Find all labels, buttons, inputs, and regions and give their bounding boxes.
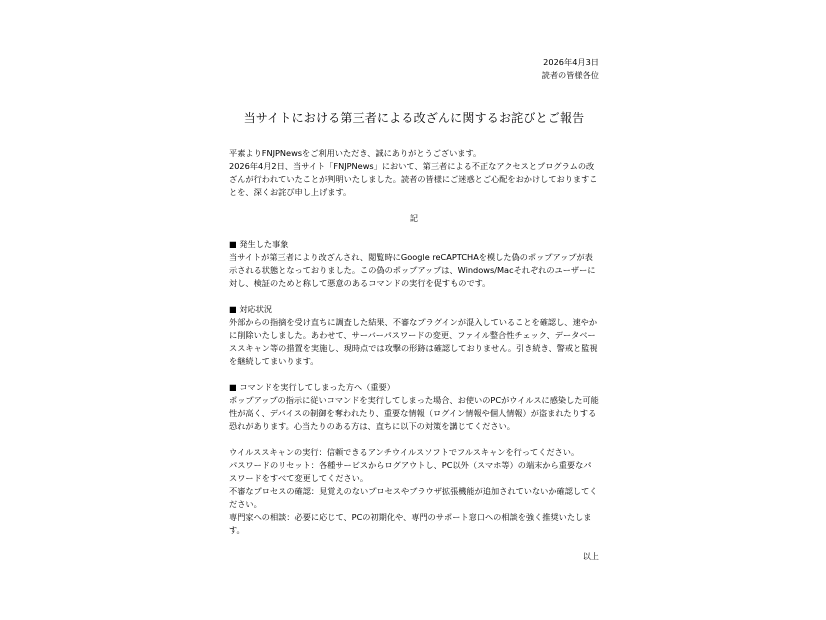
intro-paragraph-2: 2026年4月2日、当サイト「FNJPNews」において、第三者による不正なアクセスとプログラムの改ざんが行われていたことが判明いたしました。読者の皆様にご迷惑とご心配をおかけしておりますことを、深くお詫び申し上げます。 <box>229 161 598 197</box>
action-item-process-check: 不審なプロセスの確認：見覚えのないプロセスやブラウザ拡張機能が追加されていないか確認してください。 <box>229 486 598 509</box>
action-item-expert-consult: 専門家への相談：必要に応じて、PCの初期化や、専門のサポート窓口への相談を強く推奨いたします。 <box>229 512 592 535</box>
document-title: 当サイトにおける第三者による改ざんに関するお詫びとご報告 <box>243 111 585 125</box>
ki-marker: 記 <box>409 213 419 223</box>
section-heading-important: ■ コマンドを実行してしまった方へ（重要） <box>229 381 599 394</box>
section-body-incident: 当サイトが第三者により改ざんされ、閲覧時にGoogle reCAPTCHAを模した偽のポップアップが表示される状態となっておりました。この偽のポップアップは、Windows/Macそれぞれのユーザーに対し、検証のためと称して悪意のあるコマンドの実行を促すものです。 <box>229 252 596 288</box>
document-recipient: 読者の皆様各位 <box>541 70 599 80</box>
closing-mark: 以上 <box>582 551 599 561</box>
section-heading-incident: ■ 発生した事象 <box>229 238 599 251</box>
document-page <box>229 56 599 563</box>
action-item-virus-scan: ウイルススキャンの実行：信頼できるアンチウイルスソフトでフルスキャンを行ってください。 <box>229 447 580 457</box>
action-item-password-reset: パスワードのリセット：各種サービスからログアウトし、PC以外（スマホ等）の端末から重要なパスワードをすべて変更してください。 <box>229 460 592 483</box>
section-heading-response: ■ 対応状況 <box>229 303 599 316</box>
document-date: 2026年4月3日 <box>543 57 599 67</box>
section-body-important: ポップアップの指示に従いコマンドを実行してしまった場合、お使いのPCがウイルスに感染した可能性が高く、デバイスの制御を奪われたり、重要な情報（ログイン情報や個人情報）が盗まれたりする恐れがあります。心当たりのある方は、直ちに以下の対策を講じてください。 <box>229 395 599 431</box>
section-body-response: 外部からの指摘を受け直ちに調査した結果、不審なプラグインが混入していることを確認し、速やかに削除いたしました。あわせて、サーバーパスワードの変更、ファイル整合性チェック、データベーススキャン等の措置を実施し、現時点では攻撃の形跡は確認しておりません。引き続き、警戒と監視を継続してまいります。 <box>229 317 598 366</box>
intro-paragraph-1: 平素よりFNJPNewsをご利用いただき、誠にありがとうございます。 <box>229 148 482 158</box>
